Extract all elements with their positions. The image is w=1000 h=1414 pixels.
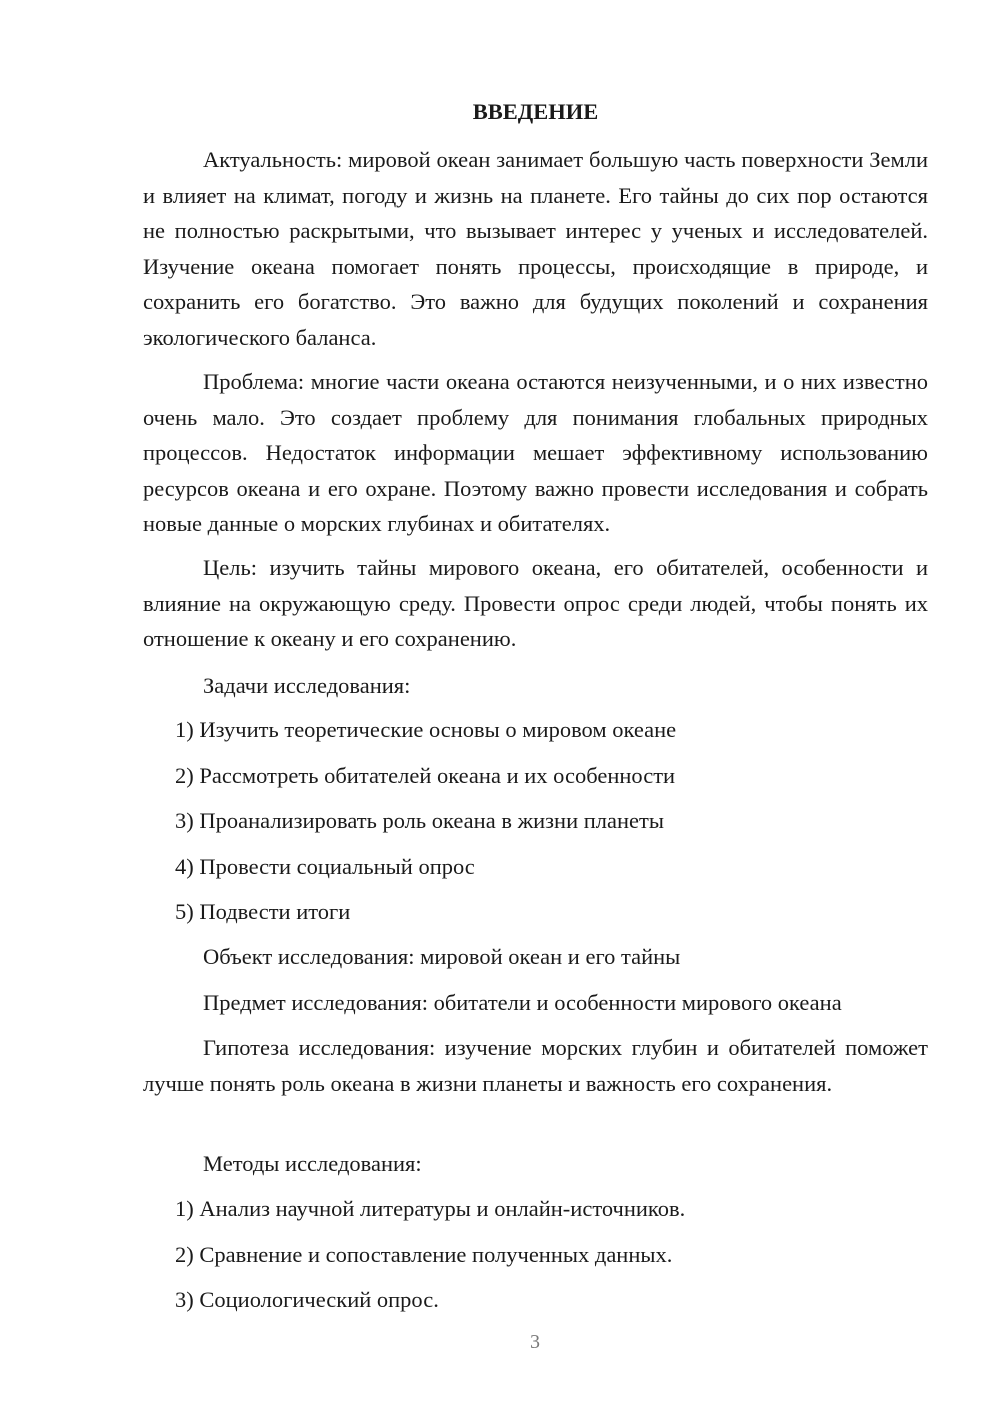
- list-item: 2) Рассмотреть обитателей океана и их особенности: [175, 763, 676, 788]
- research-subject: Предмет исследования: обитатели и особенности мирового океана: [203, 990, 842, 1015]
- list-item: 4) Провести социальный опрос: [175, 854, 475, 879]
- list-item: 1) Анализ научной литературы и онлайн-источников.: [175, 1196, 686, 1221]
- problem-paragraph: Проблема: многие части океана остаются неизученными, и о них известно очень мало. Это создает проблему для понимания глобальных природных процессов. Недостаток информации мешает эффективному использованию ресурсов океана и его охране. Поэтому важно провести исследования и собрать новые данные о морских глубинах и обитателях.: [143, 369, 928, 536]
- relevance-paragraph: Актуальность: мировой океан занимает большую часть поверхности Земли и влияет на климат, погоду и жизнь на планете. Его тайны до сих пор остаются не полностью раскрытыми, что вызывает интерес у ученых и исследователей. Изучение океана помогает понять процессы, происходящие в природе, и сохранить его богатство. Это важно для будущих поколений и сохранения экологического баланса.: [143, 147, 928, 350]
- goal-paragraph: Цель: изучить тайны мирового океана, его обитателей, особенности и влияние на окружающую среду. Провести опрос среди людей, чтобы понять их отношение к океану и его сохранению.: [143, 555, 928, 651]
- page-title: ВВЕДЕНИЕ: [472, 99, 599, 124]
- hypothesis-paragraph: Гипотеза исследования: изучение морских глубин и обитателей поможет лучше понять роль океана в жизни планеты и важность его сохранения.: [143, 1035, 928, 1096]
- list-item: 3) Проанализировать роль океана в жизни планеты: [175, 808, 664, 833]
- page-number: 3: [530, 1331, 540, 1353]
- methods-heading: Методы исследования:: [203, 1151, 422, 1176]
- list-item: 3) Социологический опрос.: [175, 1287, 439, 1312]
- research-object: Объект исследования: мировой океан и его тайны: [203, 944, 681, 969]
- list-item: 1) Изучить теоретические основы о мировом океане: [175, 717, 677, 742]
- tasks-heading: Задачи исследования:: [203, 673, 411, 698]
- list-item: 5) Подвести итоги: [175, 899, 351, 924]
- list-item: 2) Сравнение и сопоставление полученных данных.: [175, 1242, 673, 1267]
